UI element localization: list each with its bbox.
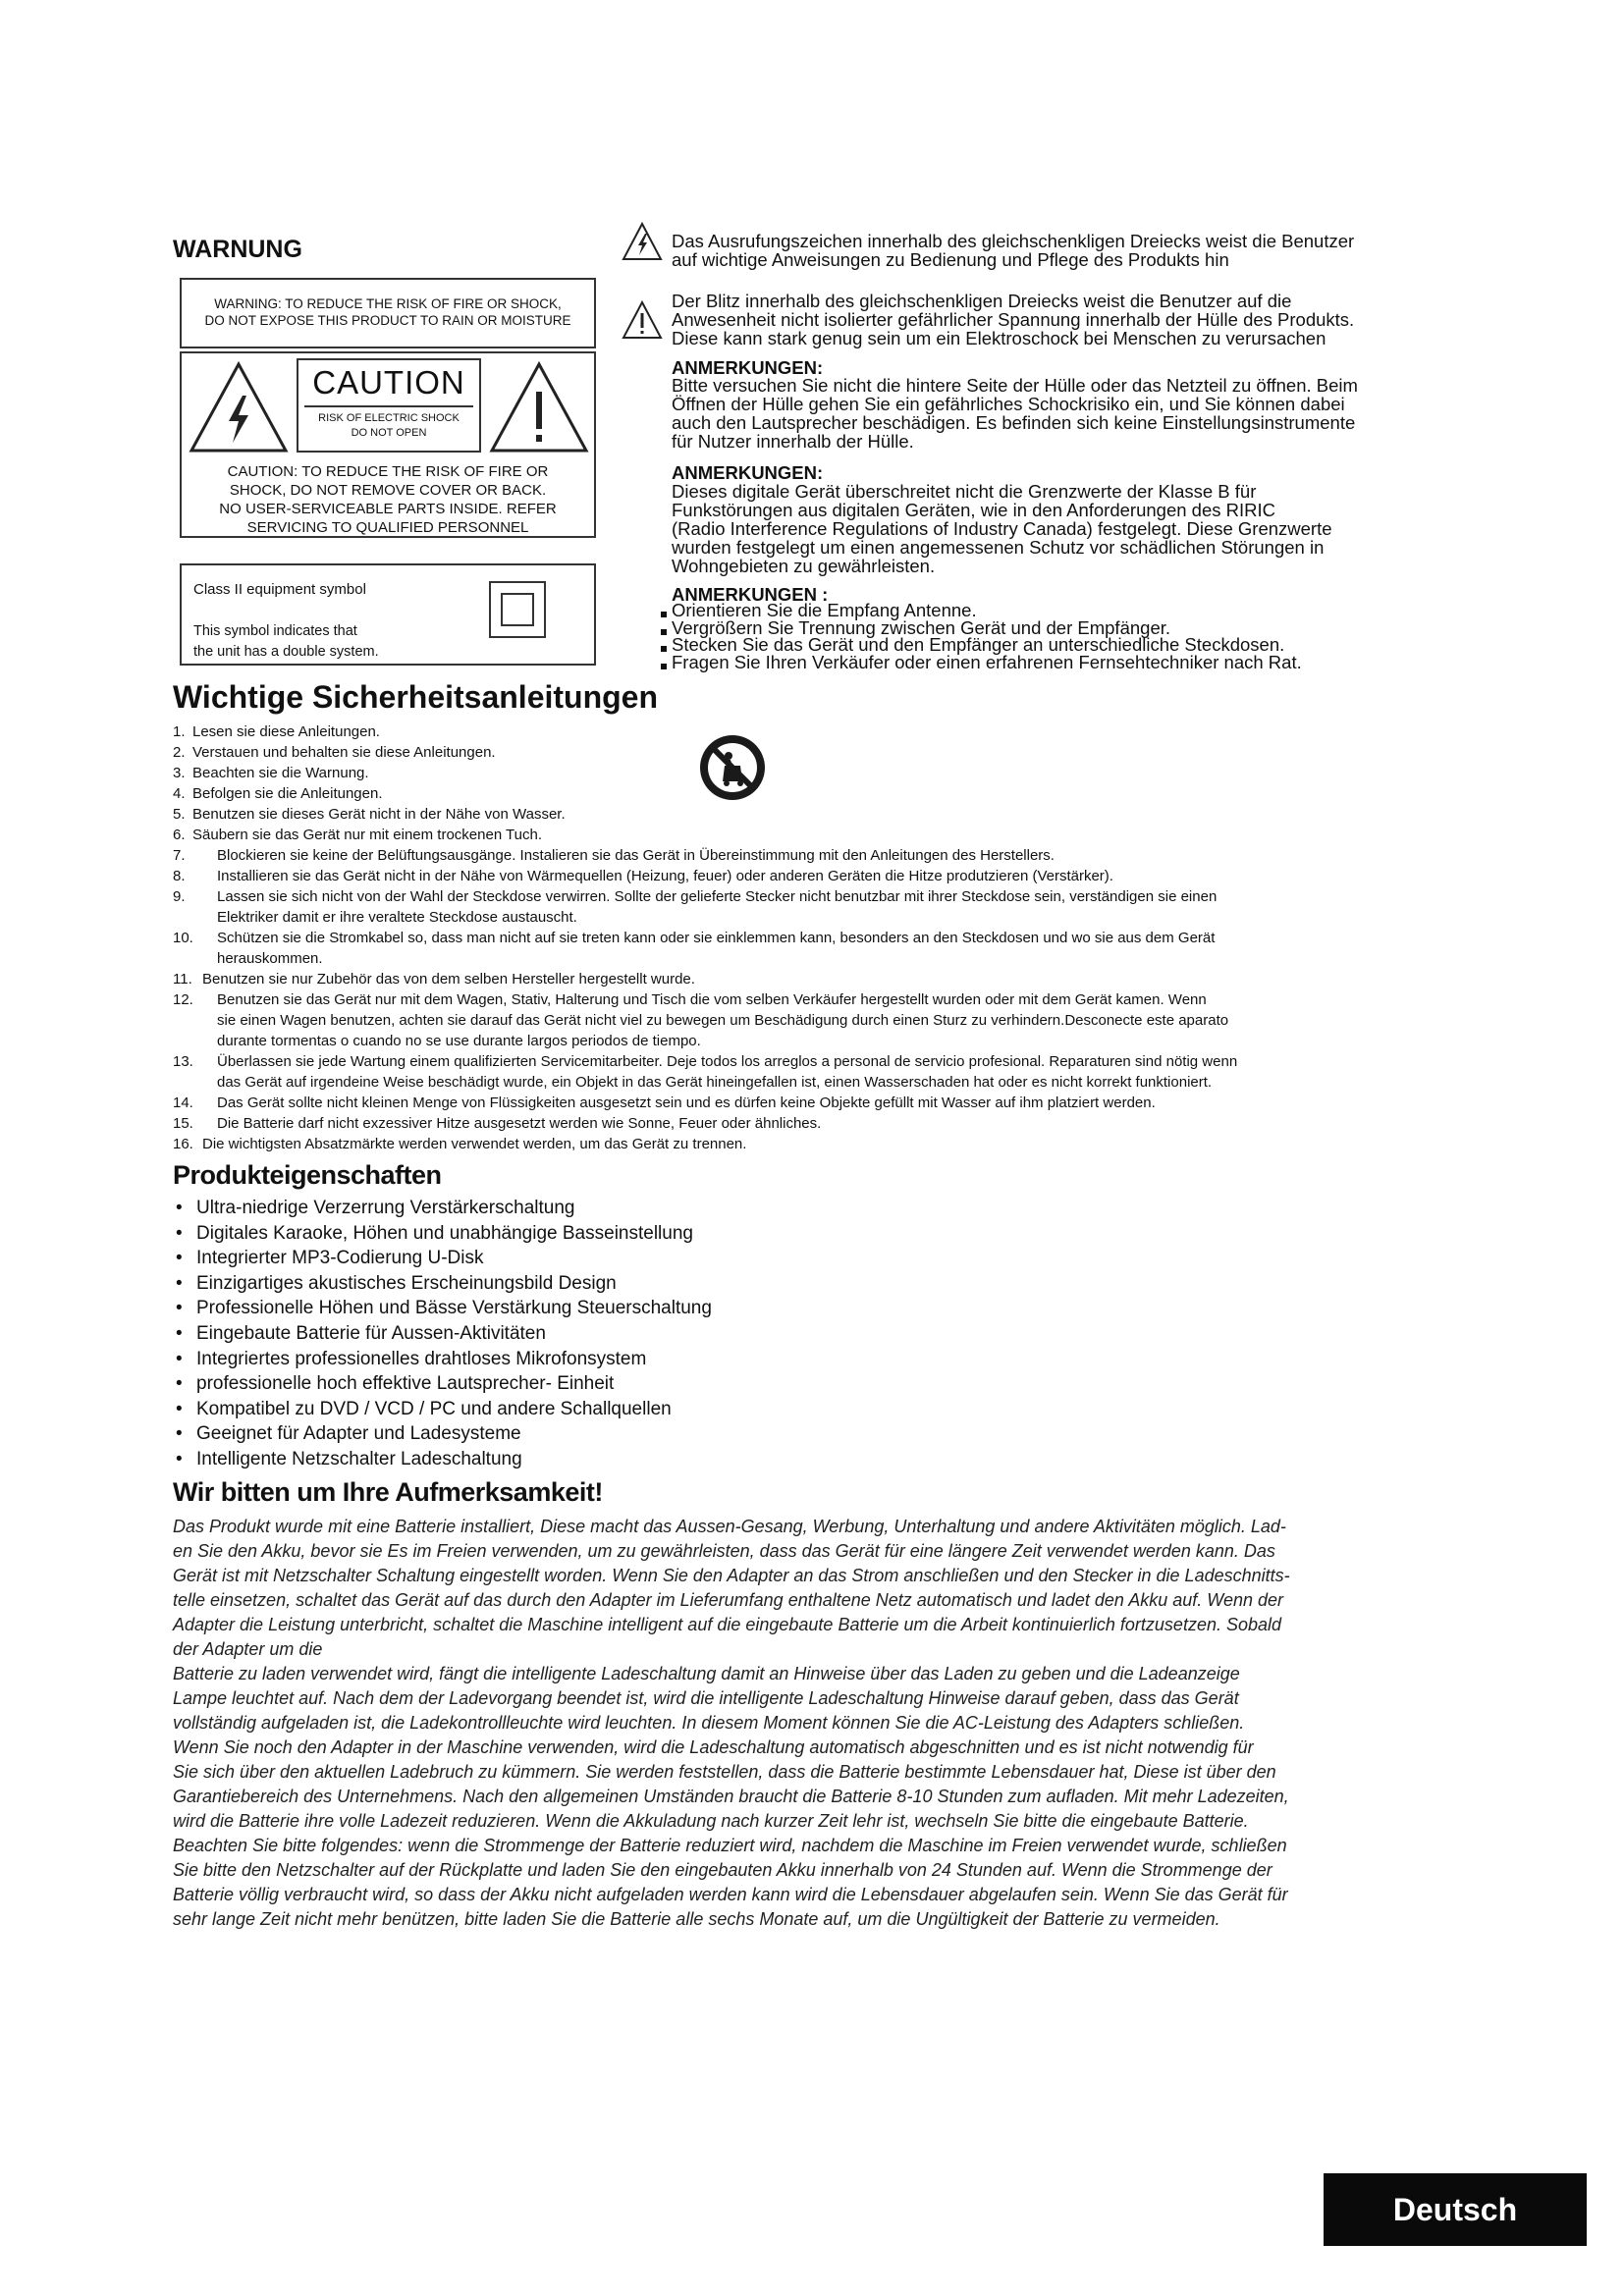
- list-item: • Ultra-niedrige Verzerrung Verstärkerschaltung: [173, 1196, 712, 1221]
- list-item: [173, 928, 1439, 969]
- class-ii-description: [193, 621, 379, 663]
- features-list: [173, 1196, 712, 1472]
- explanation-line: Diese kann stark genug sein um ein Elektroschock bei Menschen zu verursachen: [672, 328, 1326, 348]
- item-text: Die Batterie darf nicht exzessiver Hitze ausgesetzt werden wie Sonne, Feuer oder ähnliches.: [217, 1115, 822, 1132]
- list-item: [173, 825, 1439, 845]
- item-text-cont: das Gerät auf irgendeine Weise beschädigt wurde, ein Objekt in das Gerät hineingefallen ist, einen Wasserschaden hat oder es nicht korrekt funktioniert.: [217, 1074, 1213, 1091]
- list-item: Stecken Sie das Gerät und den Empfänger an unterschiedliche Steckdosen.: [658, 636, 1302, 654]
- item-text: Beachten sie die Warnung.: [192, 765, 369, 781]
- class-ii-title: Class II equipment symbol: [193, 581, 366, 598]
- paragraph-line: Garantiebereich des Unternehmens. Nach den allgemeinen Umständen braucht die Batterie 8-10 Stunden zum aufladen. Mit mehr Ladezeiten,: [173, 1787, 1289, 1806]
- lightning-warning-icon: [188, 360, 290, 459]
- list-item: [173, 866, 1439, 886]
- list-item: • Geeignet für Adapter und Ladesysteme: [173, 1421, 712, 1447]
- paragraph-line: Sie sich über den aktuellen Ladebruch zu kümmern. Sie werden feststellen, dass die Batterie bestimmte Lebensdauer hat, Diese ist über den: [173, 1762, 1276, 1782]
- item-text: Die wichtigsten Absatzmärkte werden verwendet werden, um das Gerät zu trennen.: [202, 1136, 747, 1152]
- list-item: [173, 1134, 1439, 1154]
- item-number: 15.: [173, 1115, 193, 1132]
- item-text: Lassen sie sich nicht von der Wahl der Steckdose verwirren. Sollte der gelieferte Stecker nicht benutzbar mit ihrer Steckdose sein, verständigen sie einen: [217, 888, 1218, 905]
- caution-label-box: [180, 351, 596, 538]
- lightning-explanation: [672, 292, 1354, 347]
- paragraph-line: Sie bitte den Netzschalter auf der Rückplatte und laden Sie den eingebauten Akku innerhalb von 24 Stunden auf. Wenn die Strommenge der: [173, 1860, 1272, 1880]
- item-number: 14.: [173, 1095, 193, 1111]
- features-heading: Produkteigenschaften: [173, 1160, 442, 1190]
- list-item: [173, 1051, 1439, 1093]
- language-tab: Deutsch: [1324, 2173, 1587, 2246]
- paragraph-line: Lampe leuchtet auf. Nach dem der Ladevorgang beendet ist, wird die intelligente Ladeschaltung Hinweise darauf geben, dass das Gerät: [173, 1688, 1239, 1708]
- list-item: • Intelligente Netzschalter Ladeschaltung: [173, 1447, 712, 1472]
- class-ii-description-line: the unit has a double system.: [193, 644, 379, 660]
- note-heading: ANMERKUNGEN:: [672, 357, 824, 378]
- warnung-heading: WARNUNG: [173, 236, 302, 263]
- list-item: [173, 969, 1439, 989]
- exclamation-warning-icon: [488, 360, 590, 459]
- list-item: [173, 742, 1439, 763]
- list-item: • Integrierter MP3-Codierung U-Disk: [173, 1246, 712, 1271]
- paragraph-line: telle einsetzen, schaltet das Gerät auf das durch den Adapter im Lieferumfang enthaltene Netz automatisch und ladet den Akku auf. Wenn der: [173, 1590, 1284, 1610]
- item-number: 9.: [173, 888, 186, 905]
- item-number: 10.: [173, 930, 193, 946]
- class-ii-description-line: This symbol indicates that: [193, 623, 357, 639]
- list-item: [173, 783, 1439, 804]
- item-text-cont: durante tormentas o cuando no se use durante largos periodos de tiempo.: [217, 1033, 701, 1049]
- warning-box-line: WARNING: TO REDUCE THE RISK OF FIRE OR SHOCK,: [214, 296, 562, 311]
- list-item: [173, 1093, 1439, 1113]
- paragraph-line: vollständig aufgeladen ist, die Ladekontrollleuchte wird leuchten. In diesem Moment können Sie die AC-Leistung des Adapters schließen.: [173, 1713, 1245, 1733]
- list-item: [173, 845, 1439, 866]
- explanation-line: auf wichtige Anweisungen zu Bedienung und Pflege des Produkts hin: [672, 249, 1229, 270]
- note-line: auch den Lautsprecher beschädigen. Es befinden sich keine Einstellungsinstrumente: [672, 412, 1356, 433]
- warning-box: [180, 278, 596, 348]
- item-text: Installieren sie das Gerät nicht in der Nähe von Wärmequellen (Heizung, feuer) oder anderen Geräten die Hitze produtzieren (Verstärker).: [217, 868, 1113, 884]
- note-line: Dieses digitale Gerät überschreitet nicht die Grenzwerte der Klasse B für: [672, 481, 1257, 502]
- paragraph-line: sehr lange Zeit nicht mehr benützen, bitte laden Sie die Batterie alle sechs Monate auf, um die Ungültigkeit der Batterie zu vermeiden.: [173, 1909, 1220, 1929]
- item-text-cont: Elektriker damit er ihre veraltete Steckdose austauscht.: [217, 909, 577, 926]
- double-square-icon: [489, 581, 546, 638]
- note-heading: ANMERKUNGEN:: [672, 462, 824, 483]
- item-text: Das Gerät sollte nicht kleinen Menge von Flüssigkeiten ausgesetzt sein und es dürfen keine Objekte gefüllt mit Wasser auf ihm platziert werden.: [217, 1095, 1156, 1111]
- explanation-line: Das Ausrufungszeichen innerhalb des gleichschenkligen Dreiecks weist die Benutzer: [672, 231, 1355, 251]
- item-text: Schützen sie die Stromkabel so, dass man nicht auf sie treten kann oder sie einklemmen kann, besonders an den Steckdosen und wo sie aus dem Gerät: [217, 930, 1216, 946]
- list-item: • Kompatibel zu DVD / VCD / PC und andere Schallquellen: [173, 1397, 712, 1422]
- caution-text: [182, 462, 594, 537]
- item-text: Benutzen sie nur Zubehör das von dem selben Hersteller hergestellt wurde.: [202, 971, 695, 988]
- caution-text-line: CAUTION: TO REDUCE THE RISK OF FIRE OR: [227, 463, 549, 480]
- item-text: Verstauen und behalten sie diese Anleitungen.: [192, 744, 496, 761]
- note-bullet-list: [658, 602, 1302, 670]
- note-line: Öffnen der Hülle gehen Sie ein gefährliches Schockrisiko ein, und Sie können dabei: [672, 394, 1345, 414]
- item-number: 12.: [173, 991, 193, 1008]
- paragraph-line: Batterie völlig verbraucht wird, so dass der Akku nicht aufgeladen werden kann wird die Lebensdauer abgelaufen sein. Wenn Sie das Gerät für: [173, 1885, 1288, 1904]
- attention-body: [173, 1515, 1496, 1932]
- safety-heading: Wichtige Sicherheitsanleitungen: [173, 679, 659, 715]
- item-number: 13.: [173, 1053, 193, 1070]
- paragraph-line: en Sie den Akku, bevor sie Es im Freien verwenden, um zu gewährleisten, dass das Gerät für eine längere Zeit verwendet werden kann. Das: [173, 1541, 1275, 1561]
- paragraph-line: Beachten Sie bitte folgendes: wenn die Strommenge der Batterie reduziert wird, nachdem die Maschine im Freien verwendet wurde, schließen: [173, 1836, 1287, 1855]
- paragraph-line: wird die Batterie ihre volle Ladezeit reduzieren. Wenn die Akkuladung nach kurzer Zeit lehr ist, wechseln Sie bitte die eingebaute Batterie.: [173, 1811, 1249, 1831]
- item-number: 3.: [173, 765, 186, 781]
- list-item: • Eingebaute Batterie für Aussen-Aktivitäten: [173, 1321, 712, 1347]
- item-number: 11.: [173, 971, 192, 988]
- item-number: 2.: [173, 744, 186, 761]
- item-text: Lesen sie diese Anleitungen.: [192, 723, 380, 740]
- paragraph-line: Wenn Sie noch den Adapter in der Maschine verwenden, wird die Ladeschaltung automatisch abgeschnitten und es ist nicht notwendig für: [173, 1737, 1254, 1757]
- safety-list: [173, 721, 1439, 1154]
- note-heading: ANMERKUNGEN :: [672, 584, 829, 605]
- caution-panel: [297, 358, 481, 453]
- note-line: für Nutzer innerhalb der Hülle.: [672, 431, 914, 452]
- list-item: Orientieren Sie die Empfang Antenne.: [658, 602, 1302, 619]
- note-line: wurden festgelegt um einen angemessenen Schutz vor schädlichen Störungen in: [672, 537, 1325, 558]
- item-number: 8.: [173, 868, 186, 884]
- class-ii-box: [180, 563, 596, 666]
- exclamation-triangle-icon: [622, 222, 663, 266]
- list-item: • Professionelle Höhen und Bässe Verstärkung Steuerschaltung: [173, 1296, 712, 1321]
- item-text: Benutzen sie dieses Gerät nicht in der Nähe von Wasser.: [192, 806, 566, 823]
- item-text: Befolgen sie die Anleitungen.: [192, 785, 383, 802]
- caution-subtitle-line: RISK OF ELECTRIC SHOCK: [318, 412, 460, 424]
- note-line: (Radio Interference Regulations of Industry Canada) festgelegt. Diese Grenzwerte: [672, 518, 1332, 539]
- item-number: 7.: [173, 847, 186, 864]
- list-item: Fragen Sie Ihren Verkäufer oder einen erfahrenen Fernsehtechniker nach Rat.: [658, 654, 1302, 671]
- note-body: [672, 482, 1332, 575]
- caution-text-line: SHOCK, DO NOT REMOVE COVER OR BACK.: [229, 482, 547, 499]
- item-number: 4.: [173, 785, 186, 802]
- paragraph-line: der Adapter um die: [173, 1639, 323, 1659]
- list-item: • Digitales Karaoke, Höhen und unabhängige Basseinstellung: [173, 1221, 712, 1247]
- caution-subtitle: [304, 405, 473, 441]
- item-text: Blockieren sie keine der Belüftungsausgänge. Instalieren sie das Gerät in Übereinstimmung mit den Anleitungen des Herstellers.: [217, 847, 1055, 864]
- note-body: [672, 376, 1358, 451]
- list-item: [173, 804, 1439, 825]
- list-item: [173, 763, 1439, 783]
- explanation-line: Der Blitz innerhalb des gleichschenkligen Dreiecks weist die Benutzer auf die: [672, 291, 1292, 311]
- exclamation-icon: [622, 300, 663, 345]
- list-item: [173, 989, 1439, 1051]
- paragraph-line: Batterie zu laden verwendet wird, fängt die intelligente Ladeschaltung damit an Hinweise über das Laden zu geben und die Ladeanzeige: [173, 1664, 1240, 1683]
- list-item: [173, 1113, 1439, 1134]
- item-number: 1.: [173, 723, 186, 740]
- caution-word: CAUTION: [312, 364, 465, 400]
- caution-text-line: NO USER-SERVICEABLE PARTS INSIDE. REFER: [219, 501, 557, 517]
- item-text: Benutzen sie das Gerät nur mit dem Wagen, Stativ, Halterung und Tisch die vom selben Verkäufer hergestellt wurden oder mit dem Gerät kamen. Wenn: [217, 991, 1207, 1008]
- paragraph-line: Adapter die Leistung unterbricht, schaltet die Maschine intelligent auf die eingebaute Batterie um die Arbeit kontinuierlich fortzusetzen. Sobald: [173, 1615, 1282, 1634]
- attention-heading: Wir bitten um Ihre Aufmerksamkeit!: [173, 1477, 603, 1507]
- item-number: 16.: [173, 1136, 193, 1152]
- list-item: • professionelle hoch effektive Lautsprecher- Einheit: [173, 1371, 712, 1397]
- item-text: Überlassen sie jede Wartung einem qualifizierten Servicemitarbeiter. Deje todos los arreglos a personal de servicio profesional. Reparaturen sind nötig wenn: [217, 1053, 1238, 1070]
- note-line: Wohngebieten zu gewährleisten.: [672, 556, 936, 576]
- item-text-cont: sie einen Wagen benutzen, achten sie darauf das Gerät nicht viel zu bewegen um Beschädigung durch einen Sturz zu verhindern.Desconecte este aparato: [217, 1012, 1229, 1029]
- list-item: [173, 721, 1439, 742]
- item-number: 5.: [173, 806, 186, 823]
- list-item: • Einzigartiges akustisches Erscheinungsbild Design: [173, 1271, 712, 1297]
- warning-box-line: DO NOT EXPOSE THIS PRODUCT TO RAIN OR MOISTURE: [204, 313, 571, 328]
- paragraph-line: Gerät ist mit Netzschalter Schaltung eingestellt worden. Wenn Sie den Adapter an das Strom anschließen und den Stecker in die Ladeschnitts-: [173, 1566, 1290, 1585]
- list-item: • Integriertes professionelles drahtloses Mikrofonsystem: [173, 1347, 712, 1372]
- note-line: Bitte versuchen Sie nicht die hintere Seite der Hülle oder das Netzteil zu öffnen. Beim: [672, 375, 1358, 396]
- list-item: [173, 886, 1439, 928]
- caution-subtitle-line: DO NOT OPEN: [351, 427, 427, 439]
- list-item: Vergrößern Sie Trennung zwischen Gerät und der Empfänger.: [658, 619, 1302, 637]
- note-line: Funkstörungen aus digitalen Geräten, wie in den Anforderungen des RIRIC: [672, 500, 1275, 520]
- caution-text-line: SERVICING TO QUALIFIED PERSONNEL: [246, 519, 529, 536]
- paragraph-line: Das Produkt wurde mit eine Batterie installiert, Diese macht das Aussen-Gesang, Werbung, Unterhaltung und andere Aktivitäten möglich. Lad-: [173, 1517, 1286, 1536]
- exclamation-explanation: [672, 232, 1354, 269]
- explanation-line: Anwesenheit nicht isolierter gefährlicher Spannung innerhalb der Hülle des Produkts.: [672, 309, 1355, 330]
- item-number: 6.: [173, 827, 186, 843]
- item-text-cont: herauskommen.: [217, 950, 323, 967]
- item-text: Säubern sie das Gerät nur mit einem trockenen Tuch.: [192, 827, 543, 843]
